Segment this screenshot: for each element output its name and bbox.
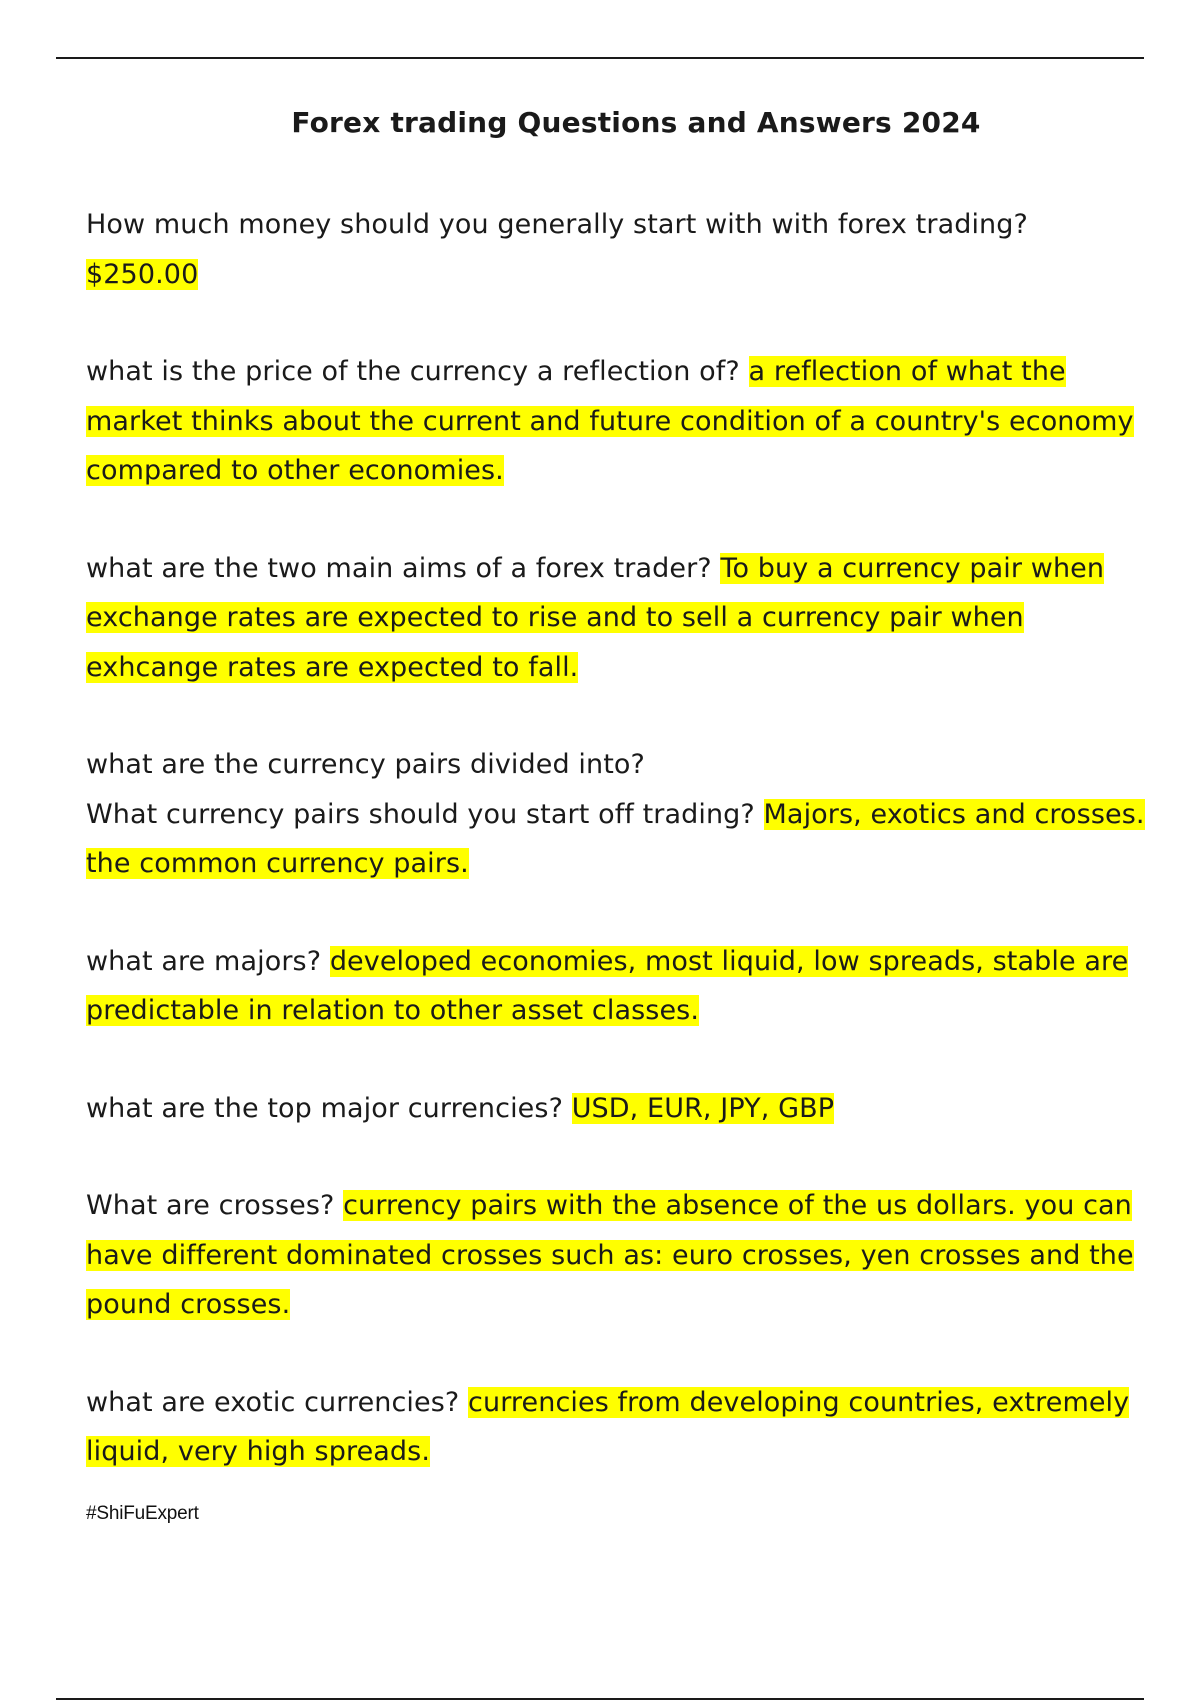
answer-text: exchange rates are expected to rise and to sell a currency pair when — [86, 602, 1024, 633]
answer-text: a reflection of what the — [748, 356, 1066, 387]
answer-text: USD, EUR, JPY, GBP — [571, 1092, 835, 1124]
answer-text: currencies from developing countries, extremely — [468, 1386, 1130, 1418]
qa-item — [86, 1378, 1186, 1477]
question-text: what is the price of the currency a reflection of? — [86, 356, 740, 387]
question-text: How much money should you generally start with with forex trading? — [86, 209, 1028, 240]
qa-item — [86, 1084, 1186, 1134]
question-text: what are majors? — [86, 945, 322, 977]
qa-list — [86, 200, 1186, 1477]
answer-text: Majors, exotics and crosses. — [763, 798, 1145, 830]
qa-item — [86, 740, 1186, 889]
qa-item — [86, 544, 1186, 693]
qa-item — [86, 347, 1186, 496]
answer-text: To buy a currency pair when — [720, 552, 1105, 584]
answer-text: exhcange rates are expected to fall. — [86, 651, 579, 683]
answer-text: developed economies, most liquid, low spreads, stable are — [329, 945, 1129, 977]
document-title: Forex trading Questions and Answers 2024 — [291, 106, 981, 139]
answer-text: predictable in relation to other asset classes. — [86, 995, 700, 1026]
answer-text: compared to other economies. — [86, 455, 504, 486]
question-text: what are exotic currencies? — [86, 1386, 460, 1418]
question-text: what are the two main aims of a forex trader? — [86, 552, 712, 584]
footer-hashtag: #ShiFuExpert — [86, 1503, 199, 1524]
answer-text: the common currency pairs. — [86, 848, 469, 879]
qa-item — [86, 1181, 1186, 1330]
question-text: What currency pairs should you start off trading? — [86, 798, 755, 830]
answer-text: have different dominated crosses such as: euro crosses, yen crosses and the — [86, 1239, 1134, 1271]
answer-text: liquid, very high spreads. — [86, 1436, 431, 1467]
qa-item — [86, 200, 1186, 299]
answer-text: currency pairs with the absence of the us dollars. you can — [343, 1190, 1132, 1221]
question-text: what are the top major currencies? — [86, 1092, 563, 1124]
question-text: What are crosses? — [86, 1190, 335, 1221]
answer-text: $250.00 — [86, 258, 199, 290]
qa-item — [86, 937, 1186, 1036]
answer-text: market thinks about the current and future condition of a country's economy — [86, 405, 1134, 437]
question-text: what are the currency pairs divided into? — [86, 749, 645, 780]
answer-text: pound crosses. — [86, 1289, 291, 1320]
top-rule — [56, 57, 1144, 59]
